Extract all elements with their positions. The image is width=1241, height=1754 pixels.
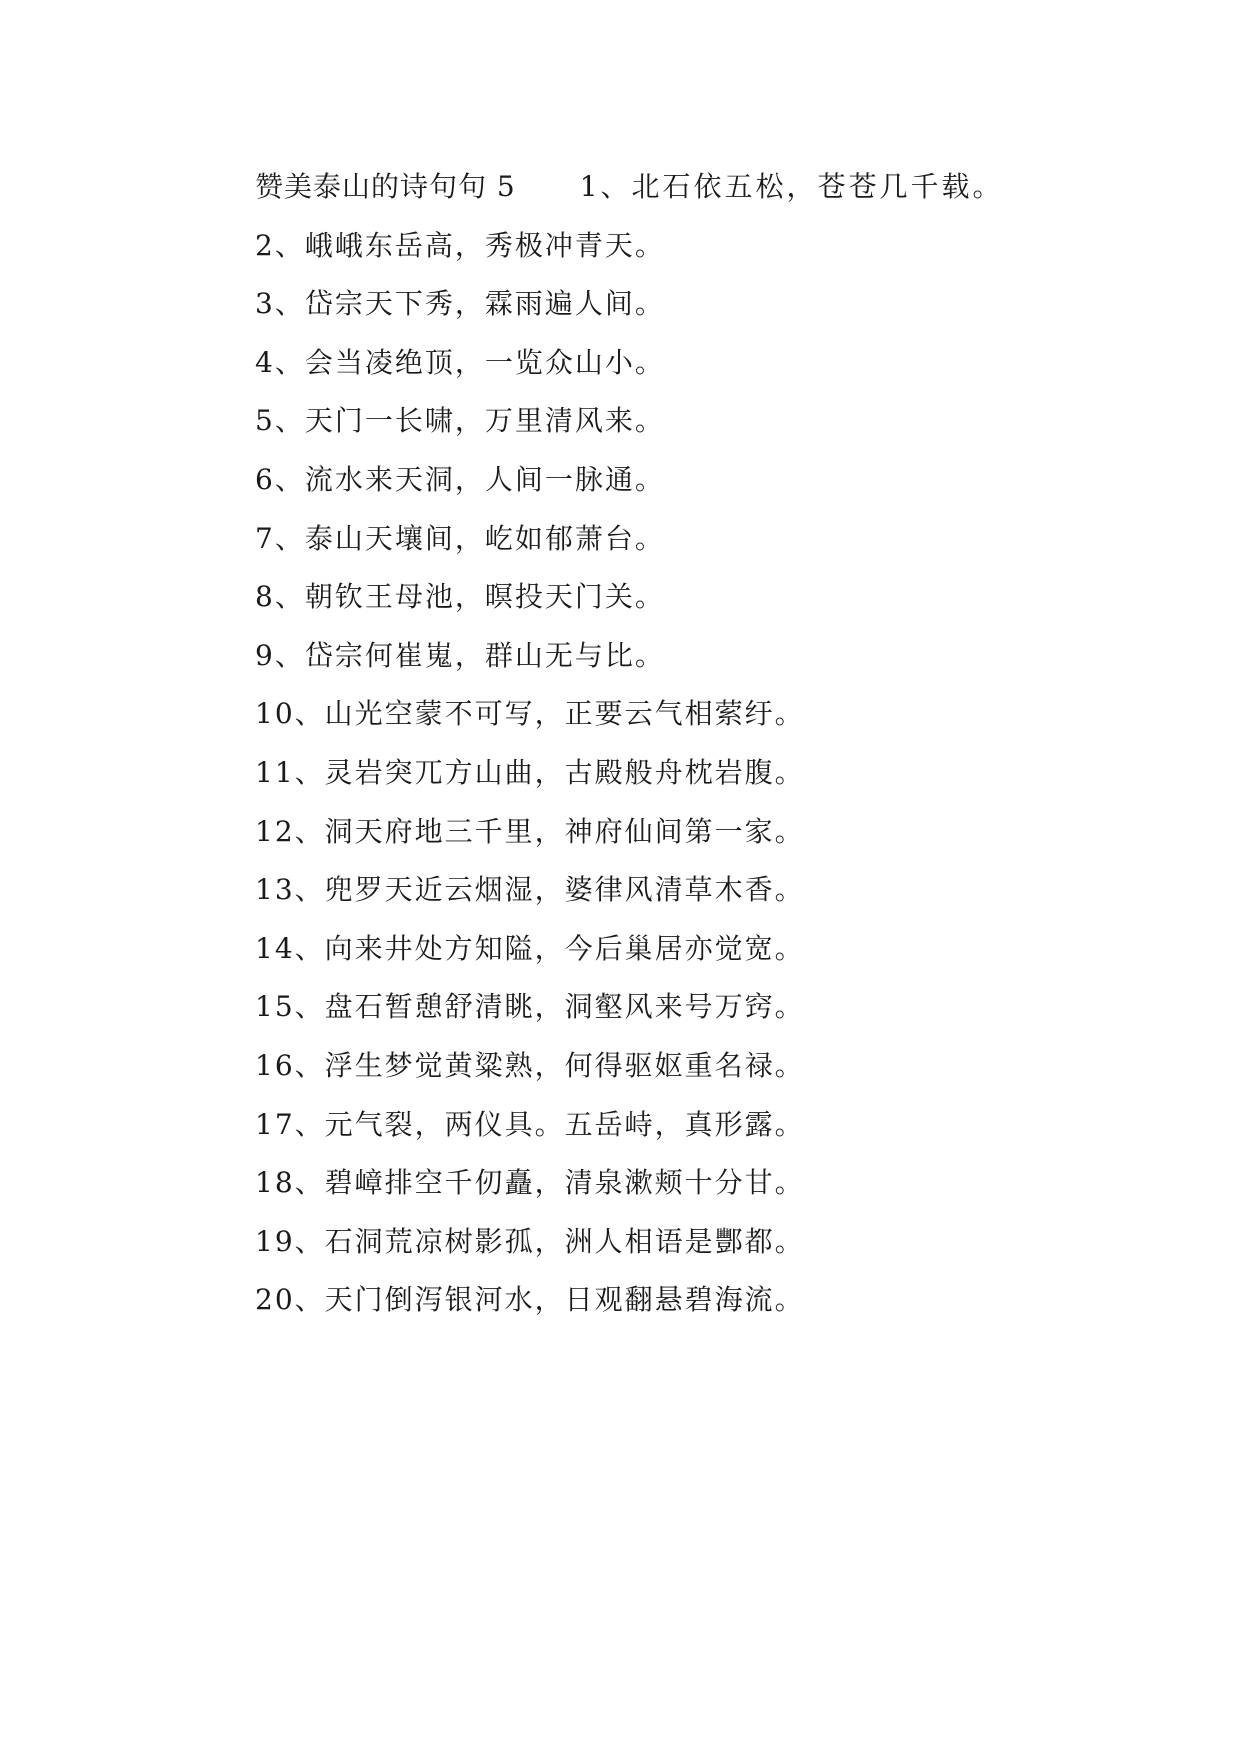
verse-line-11: 11、灵岩突兀方山曲，古殿般舟枕岩腹。 — [255, 755, 805, 789]
verse-line-18: 18、碧嶂排空千仞矗，清泉漱颊十分甘。 — [255, 1166, 805, 1200]
verse-line-12: 12、洞天府地三千里，神府仙间第一家。 — [255, 814, 805, 848]
verse-line-4: 4、会当凌绝顶，一览众山小。 — [255, 345, 665, 379]
verse-line-7: 7、泰山天壤间，屹如郁萧台。 — [255, 521, 665, 555]
verse-line-5: 5、天门一长啸，万里清风来。 — [255, 404, 665, 438]
verse-line-1: 1、北石依五松，苍苍几千载。 — [579, 170, 1004, 203]
verse-line-15: 15、盘石暂憩舒清眺，洞壑风来号万窍。 — [255, 990, 805, 1024]
title-line — [255, 158, 1215, 217]
verse-line-14: 14、向来井处方知隘，今后巢居亦觉宽。 — [255, 931, 805, 965]
verse-line-20: 20、天门倒泻银河水，日观翻悬碧海流。 — [255, 1283, 805, 1317]
verse-line-16: 16、浮生梦觉黄粱熟，何得驱妪重名禄。 — [255, 1048, 805, 1082]
verse-line-2: 2、峨峨东岳高，秀极冲青天。 — [255, 228, 665, 262]
verse-line-10: 10、山光空蒙不可写，正要云气相萦纡。 — [255, 697, 805, 731]
verse-line-9: 9、岱宗何崔嵬，群山无与比。 — [255, 638, 665, 672]
document-body — [255, 158, 1215, 1330]
document-title: 赞美泰山的诗句句 5 — [255, 170, 516, 203]
verse-line-17: 17、元气裂，两仪具。五岳峙，真形露。 — [255, 1107, 805, 1141]
verse-line-13: 13、兜罗天近云烟湿，婆律风清草木香。 — [255, 873, 805, 907]
verse-line-6: 6、流水来天洞，人间一脉通。 — [255, 462, 665, 496]
verse-line-3: 3、岱宗天下秀，霖雨遍人间。 — [255, 287, 665, 321]
verse-line-8: 8、朝钦王母池，暝投天门关。 — [255, 580, 665, 614]
verse-line-19: 19、石洞荒凉树影孤，洲人相语是酆都。 — [255, 1224, 805, 1258]
